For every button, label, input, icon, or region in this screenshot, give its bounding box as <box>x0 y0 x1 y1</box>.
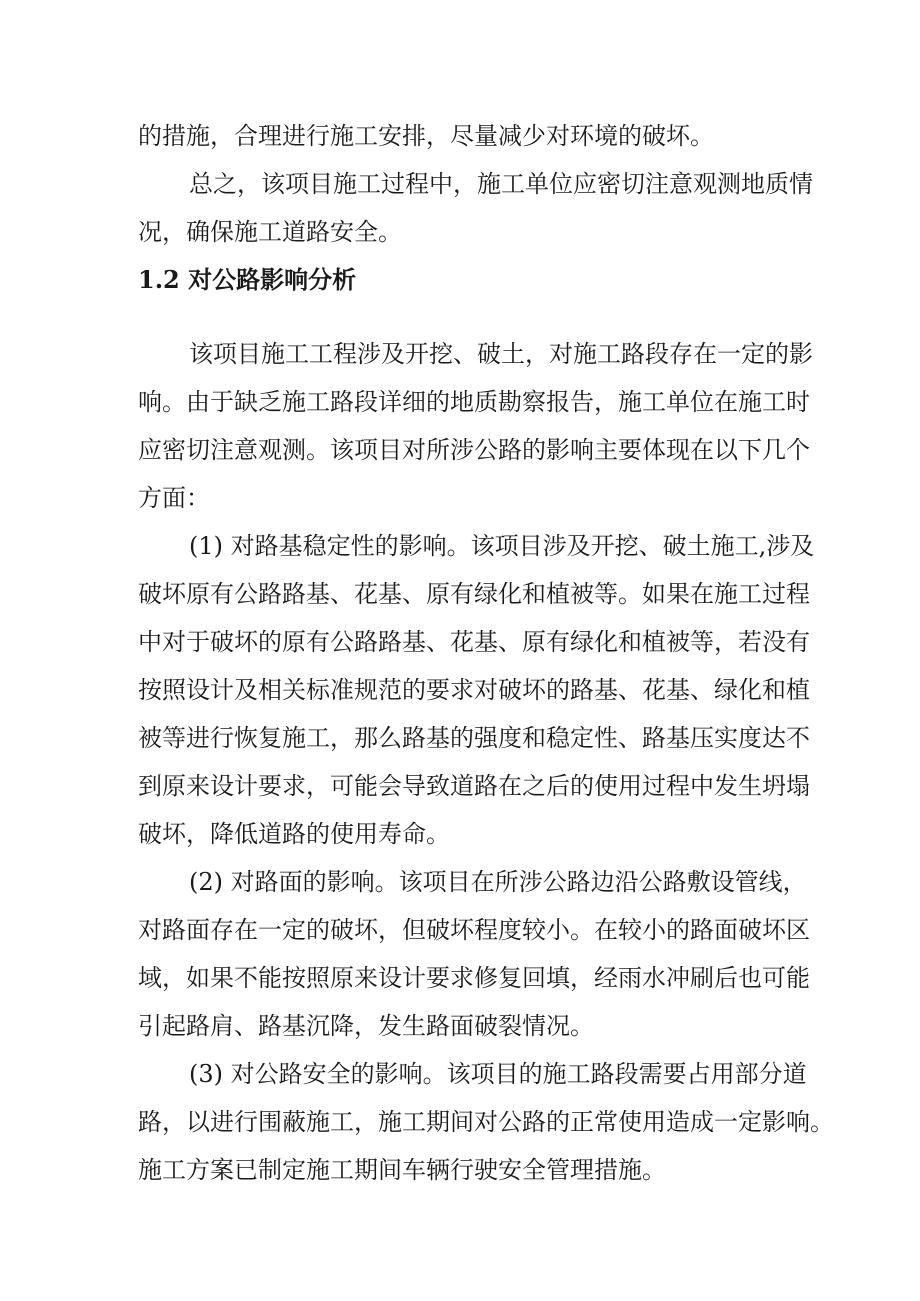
text-line: (1) 对路基稳定性的影响。该项目涉及开挖、破土施工,涉及 <box>189 532 815 560</box>
text-line: (2) 对路面的影响。该项目在所涉公路边沿公路敷设管线， <box>189 868 807 896</box>
paragraph-summary <box>138 160 813 256</box>
text-line: 中对于破坏的原有公路路基、花基、原有绿化和植被等，若没有 <box>138 628 810 656</box>
text-line: 况，确保施工道路安全。 <box>138 218 402 246</box>
text-line: 破坏原有公路路基、花基、原有绿化和植被等。如果在施工过程 <box>138 580 810 608</box>
paragraph-item-1 <box>138 522 815 858</box>
text-line: 被等进行恢复施工，那么路基的强度和稳定性、路基压实度达不 <box>138 724 810 752</box>
text-line: 路，以进行围蔽施工，施工期间对公路的正常使用造成一定影响。 <box>138 1108 834 1136</box>
text-line: (3) 对公路安全的影响。该项目的施工路段需要占用部分道 <box>189 1060 807 1088</box>
paragraph-item-2 <box>138 858 810 1050</box>
text-line: 的措施，合理进行施工安排，尽量减少对环境的破坏。 <box>138 122 714 150</box>
text-line: 按照设计及相关标准规范的要求对破坏的路基、花基、绿化和植 <box>138 676 810 704</box>
section-heading: 1.2 对公路影响分析 <box>138 265 357 294</box>
text-line: 该项目施工工程涉及开挖、破土，对施工路段存在一定的影 <box>189 340 813 368</box>
text-line: 响。由于缺乏施工路段详细的地质勘察报告，施工单位在施工时 <box>138 388 810 416</box>
text-line: 到原来设计要求，可能会导致道路在之后的使用过程中发生坍塌 <box>138 772 810 800</box>
paragraph-intro <box>138 330 813 522</box>
paragraph-continuation <box>138 112 784 160</box>
text-line: 应密切注意观测。该项目对所涉公路的影响主要体现在以下几个 <box>138 436 810 464</box>
document-page <box>138 112 834 1194</box>
text-line: 域，如果不能按照原来设计要求修复回填，经雨水冲刷后也可能 <box>138 964 810 992</box>
text-line: 对路面存在一定的破坏，但破坏程度较小。在较小的路面破坏区 <box>138 916 810 944</box>
text-line: 施工方案已制定施工期间车辆行驶安全管理措施。 <box>138 1156 666 1184</box>
text-line: 破坏，降低道路的使用寿命。 <box>138 820 450 848</box>
text-line: 引起路肩、路基沉降，发生路面破裂情况。 <box>138 1012 594 1040</box>
text-line: 方面： <box>138 484 210 512</box>
text-line: 总之，该项目施工过程中，施工单位应密切注意观测地质情 <box>189 170 813 198</box>
paragraph-item-3 <box>138 1050 834 1194</box>
